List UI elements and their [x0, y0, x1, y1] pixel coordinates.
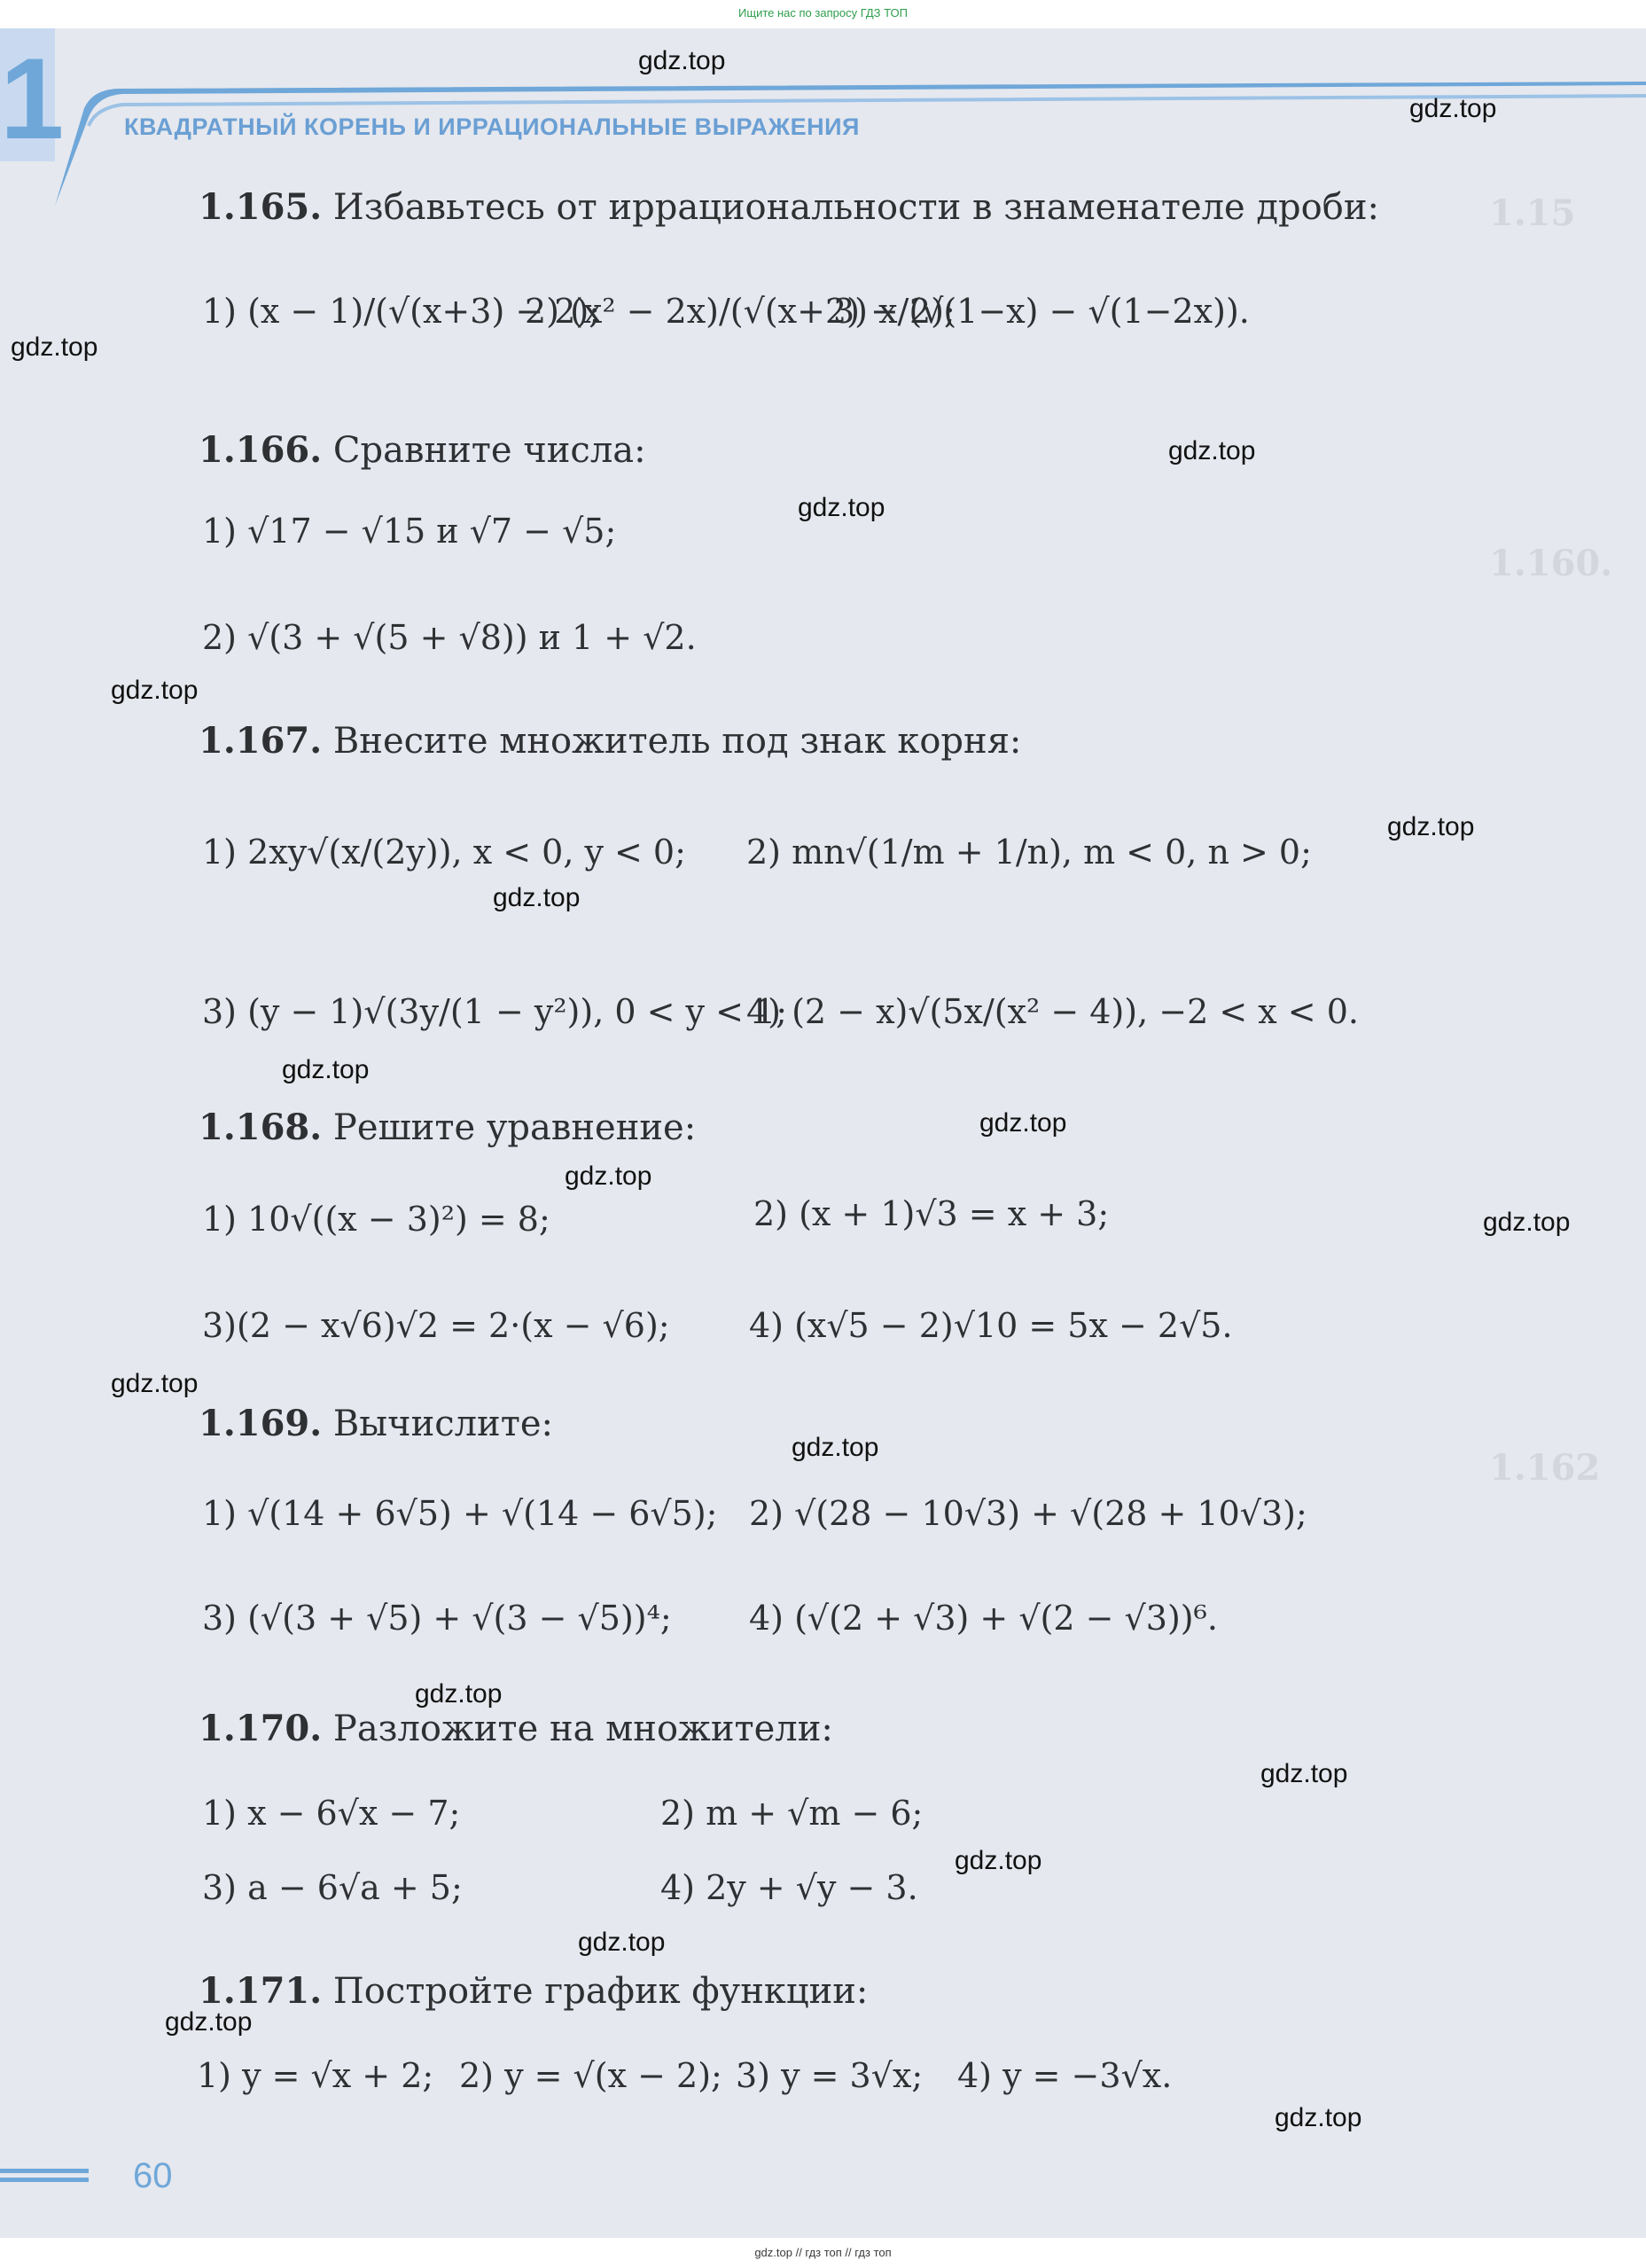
watermark: gdz.top: [1260, 1759, 1348, 1788]
watermark: gdz.top: [111, 1369, 199, 1398]
problem-item: 4) (2 − x)√(5x/(x² − 4)), −2 < x < 0.: [746, 992, 1359, 1031]
problem-heading: 1.167. Внесите множитель под знак корня:: [199, 720, 1022, 762]
watermark: gdz.top: [282, 1055, 370, 1084]
page-number: 60: [133, 2156, 173, 2195]
problem-item: 2) y = √(x − 2);: [459, 2056, 722, 2095]
watermark: gdz.top: [111, 676, 199, 705]
problem-item: 2) mn√(1/m + 1/n), m < 0, n > 0;: [746, 833, 1312, 872]
problem-item: 3) a − 6√a + 5;: [202, 1868, 463, 1907]
watermark: gdz.top: [493, 883, 581, 912]
bottom-banner: gdz.top // гдз топ // гдз топ: [754, 2246, 892, 2259]
show-through-text: 1.160.: [1489, 543, 1613, 584]
problem-item: 3)(2 − x√6)√2 = 2·(x − √6);: [202, 1306, 670, 1345]
problem-item: 3) (y − 1)√(3y/(1 − y²)), 0 < y < 1;: [202, 992, 787, 1031]
problem-item: 1) x − 6√x − 7;: [202, 1794, 461, 1833]
watermark: gdz.top: [11, 332, 98, 362]
watermark: gdz.top: [638, 46, 726, 75]
watermark: gdz.top: [1483, 1208, 1571, 1237]
watermark: gdz.top: [792, 1433, 879, 1462]
watermark: gdz.top: [955, 1846, 1042, 1875]
watermark: gdz.top: [1409, 94, 1497, 123]
watermark: gdz.top: [1387, 812, 1475, 841]
problem-item: 1) √17 − √15 и √7 − √5;: [202, 512, 617, 551]
watermark: gdz.top: [798, 493, 885, 522]
problem-item: 1) √(14 + 6√5) + √(14 − 6√5);: [202, 1494, 718, 1533]
problem-item: 2) √(3 + √(5 + √8)) и 1 + √2.: [202, 618, 697, 657]
problem-item: 1) 10√((x − 3)²) = 8;: [202, 1200, 550, 1239]
problem-item: 3) (√(3 + √5) + √(3 − √5))⁴;: [202, 1599, 672, 1638]
problem-heading: 1.166. Сравните числа:: [199, 429, 646, 471]
problem-heading: 1.171. Постройте график функции:: [199, 1970, 869, 2012]
problem-item: 2) m + √m − 6;: [660, 1794, 924, 1833]
show-through-text: 1.15: [1489, 192, 1576, 234]
footer-rule: [0, 2165, 124, 2192]
problem-item: 4) (x√5 − 2)√10 = 5x − 2√5.: [749, 1306, 1233, 1345]
problem-item: 1) (x − 1)/(√(x+3) − 2);: [202, 292, 601, 331]
watermark: gdz.top: [565, 1161, 652, 1191]
problem-item: 1) 2xy√(x/(2y)), x < 0, y < 0;: [202, 833, 686, 872]
problem-heading: 1.165. Избавьтесь от иррациональности в знаменателе дроби:: [199, 186, 1379, 228]
show-through-text: 1.162: [1489, 1447, 1601, 1489]
watermark: gdz.top: [979, 1108, 1067, 1138]
problem-item: 3) y = 3√x;: [736, 2056, 924, 2095]
watermark: gdz.top: [1168, 436, 1256, 465]
problem-item: 2) √(28 − 10√3) + √(28 + 10√3);: [749, 1494, 1307, 1533]
problem-item: 2) (x + 1)√3 = x + 3;: [753, 1194, 1110, 1233]
watermark: gdz.top: [1275, 2103, 1362, 2132]
problem-item: 1) y = √x + 2;: [197, 2056, 434, 2095]
problem-item: 3) x/(√(1−x) − √(1−2x)).: [833, 292, 1250, 331]
problem-item: 4) y = −3√x.: [957, 2056, 1173, 2095]
chapter-number: 1: [0, 34, 65, 163]
watermark: gdz.top: [578, 1928, 666, 1957]
watermark: gdz.top: [165, 2007, 253, 2037]
problem-item: 4) (√(2 + √3) + √(2 − √3))⁶.: [749, 1599, 1218, 1638]
problem-heading: 1.168. Решите уравнение:: [199, 1107, 697, 1148]
problem-heading: 1.170. Разложите на множители:: [199, 1708, 833, 1749]
problem-item: 4) 2y + √y − 3.: [660, 1868, 918, 1907]
chapter-title: КВАДРАТНЫЙ КОРЕНЬ И ИРРАЦИОНАЛЬНЫЕ ВЫРАЖЕНИЯ: [124, 113, 860, 140]
textbook-page: [0, 28, 1646, 2238]
problem-heading: 1.169. Вычислите:: [199, 1403, 553, 1444]
problem-item: 2) (x² − 2x)/(√(x+2) − 2);: [525, 292, 956, 331]
top-banner: Ищите нас по запросу ГДЗ ТОП: [738, 6, 908, 20]
watermark: gdz.top: [415, 1679, 503, 1709]
